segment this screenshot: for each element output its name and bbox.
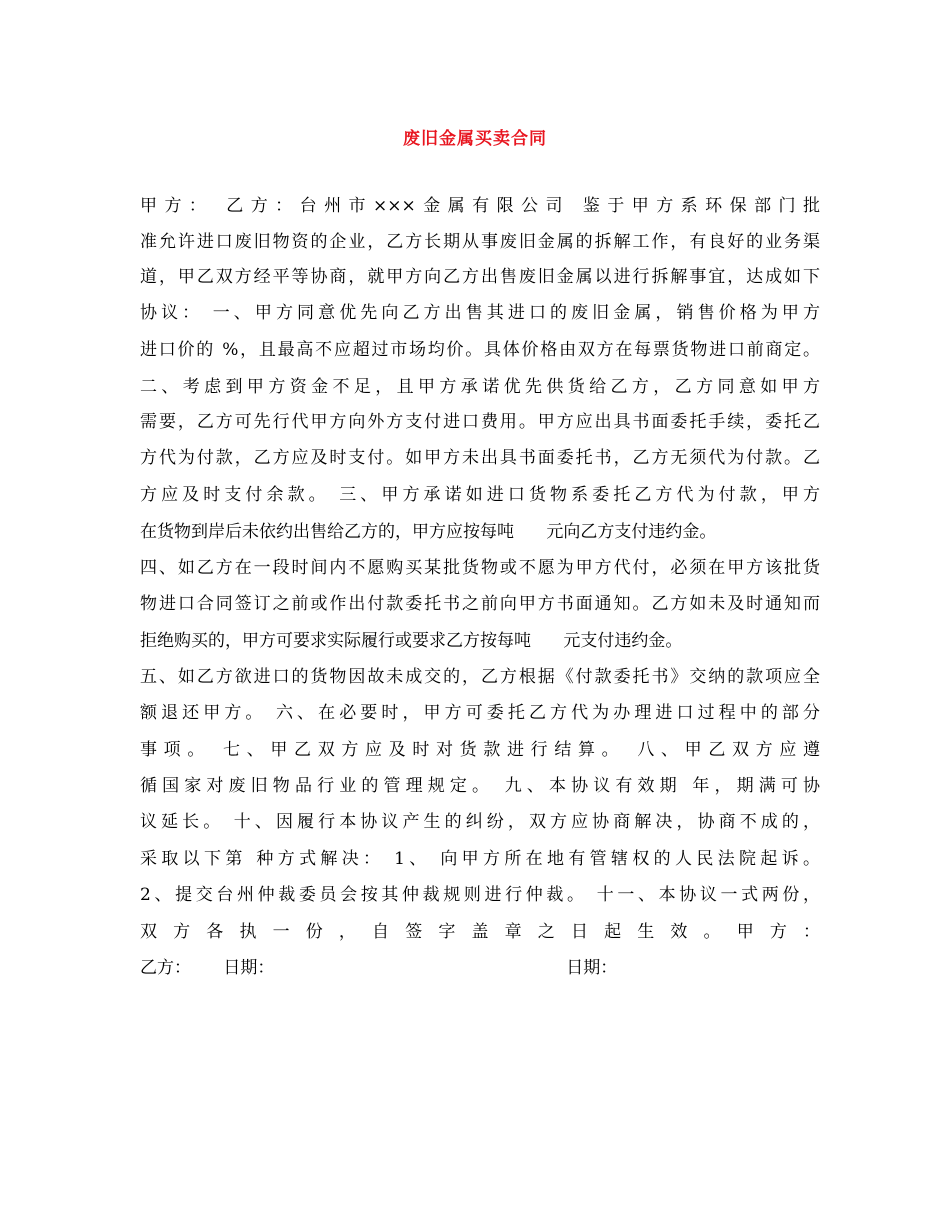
body-line-15: 额退还甲方。 六、在必要时，甲方可委托乙方代为办理进口过程中的部分 xyxy=(140,703,820,723)
body-line-16: 事项。 七、甲乙双方应及时对货款进行结算。 八、甲乙双方应遵 xyxy=(140,740,820,760)
body-line-1: 甲方： 乙方：台州市×××金属有限公司 鉴于甲方系环保部门批 xyxy=(140,196,820,216)
body-line-18: 议延长。 十、因履行本协议产生的纠纷，双方应协商解决，协商不成的， xyxy=(140,812,820,832)
body-line-6: 二、考虑到甲方资金不足，且甲方承诺优先供货给乙方，乙方同意如甲方 xyxy=(140,377,820,397)
body-line-19: 采取以下第 种方式解决： 1、 向甲方所在地有管辖权的人民法院起诉。 xyxy=(140,849,820,869)
body-line-21: 双 方 各 执 一 份 ， 自 签 字 盖 章 之 日 起 生 效 。 甲 方 ： xyxy=(140,922,820,942)
body-line-11: 四、如乙方在一段时间内不愿购买某批货物或不愿为甲方代付，必须在甲方该批货 xyxy=(140,558,820,578)
body-line-10: 在货物到岸后未依约出售给乙方的，甲方应按每吨 元向乙方支付违约金。 xyxy=(140,522,717,542)
body-line-2: 准允许进口废旧物资的企业，乙方长期从事废旧金属的拆解工作，有良好的业务渠 xyxy=(140,232,820,252)
body-line-3: 道，甲乙双方经平等协商，就甲方向乙方出售废旧金属以进行拆解事宜，达成如下 xyxy=(140,267,820,287)
body-line-13: 拒绝购买的，甲方可要求实际履行或要求乙方按每吨 元支付违约金。 xyxy=(140,631,683,651)
body-line-12: 物进口合同签订之前或作出付款委托书之前向甲方书面通知。乙方如未及时通知而 xyxy=(140,594,820,614)
body-line-9: 方应及时支付余款。 三、甲方承诺如进口货物系委托乙方代为付款，甲方 xyxy=(140,485,820,505)
body-line-22: 乙方： 日期： 日期： xyxy=(140,958,618,978)
body-line-20: 2、提交台州仲裁委员会按其仲裁规则进行仲裁。 十一、本协议一式两份， xyxy=(140,885,820,905)
body-line-17: 循国家对废旧物品行业的管理规定。 九、本协议有效期 年，期满可协 xyxy=(140,776,820,796)
document-title: 废旧金属买卖合同 xyxy=(403,129,547,149)
body-line-14: 五、如乙方欲进口的货物因故未成交的，乙方根据《付款委托书》交纳的款项应全 xyxy=(140,667,820,687)
body-line-8: 方代为付款，乙方应及时支付。如甲方未出具书面委托书，乙方无须代为付款。乙 xyxy=(140,448,820,468)
body-line-4: 协议： 一、甲方同意优先向乙方出售其进口的废旧金属，销售价格为甲方 xyxy=(140,303,820,323)
body-line-7: 需要，乙方可先行代甲方向外方支付进口费用。甲方应出具书面委托手续，委托乙 xyxy=(140,412,820,432)
body-line-5: 进口价的 %，且最高不应超过市场均价。具体价格由双方在每票货物进口前商定。 xyxy=(140,340,820,360)
